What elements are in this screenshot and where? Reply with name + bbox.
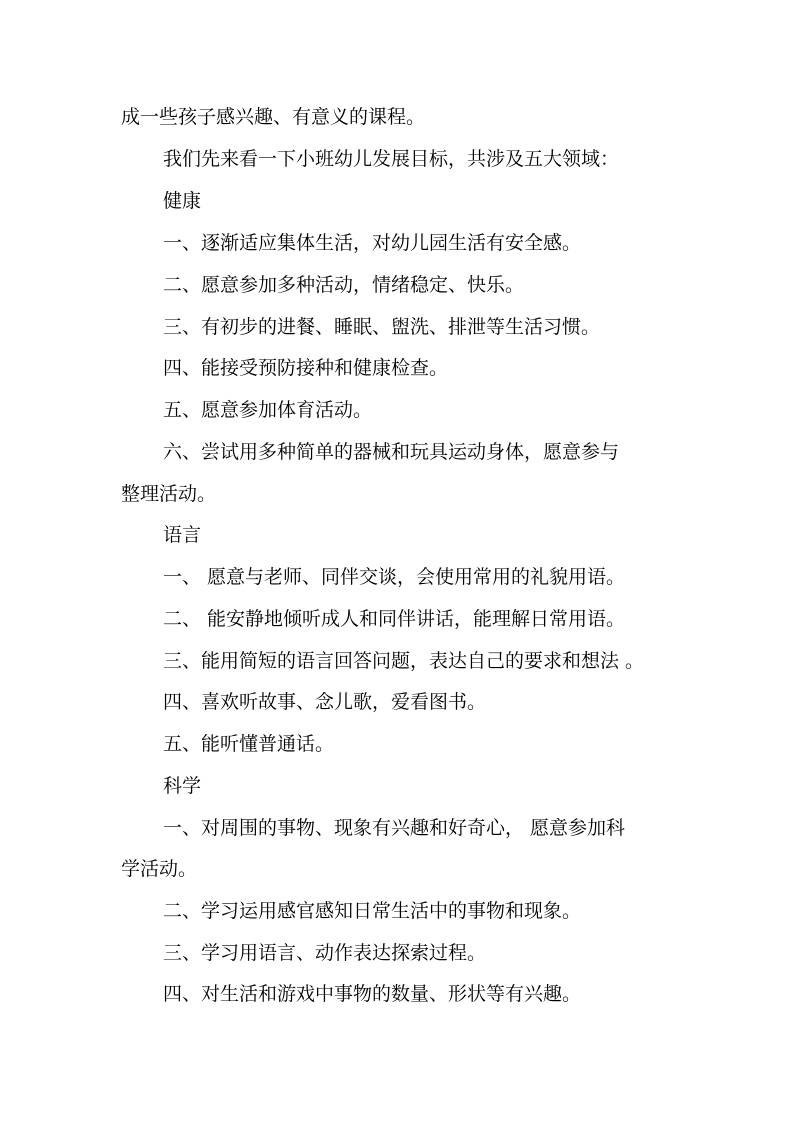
list-item: 一、逐渐适应集体生活，对幼儿园生活有安全感。 — [163, 232, 582, 254]
paragraph-line: 我们先来看一下小班幼儿发展目标，共涉及五大领域： — [163, 148, 620, 170]
section-heading-health: 健康 — [163, 190, 202, 212]
list-item: 二、学习运用感官感知日常生活中的事物和现象。 — [163, 900, 582, 922]
list-item: 四、能接受预防接种和健康检查。 — [163, 357, 449, 379]
list-item-continuation: 整理活动。 — [121, 483, 217, 505]
list-item: 一、对周围的事物、现象有兴趣和好奇心， 愿意参加科 — [163, 817, 626, 839]
list-item: 三、学习用语言、动作表达探索过程。 — [163, 942, 487, 964]
list-item: 五、愿意参加体育活动。 — [163, 399, 373, 421]
list-item: 一、 愿意与老师、同伴交谈，会使用常用的礼貌用语。 — [163, 566, 626, 588]
list-item: 二、愿意参加多种活动，情绪稳定、快乐。 — [163, 274, 525, 296]
list-item: 四、喜欢听故事、念儿歌，爱看图书。 — [163, 691, 487, 713]
list-item: 五、能听懂普通话。 — [163, 733, 335, 755]
list-item: 三、有初步的进餐、睡眠、盥洗、排泄等生活习惯。 — [163, 316, 601, 338]
list-item: 三、能用简短的语言回答问题，表达自己的要求和想法 。 — [163, 650, 645, 672]
paragraph-line: 成一些孩子感兴趣、有意义的课程。 — [121, 106, 426, 128]
list-item: 六、尝试用多种简单的器械和玩具运动身体，愿意参与 — [163, 441, 620, 463]
list-item: 二、 能安静地倾听成人和同伴讲话，能理解日常用语。 — [163, 608, 626, 630]
section-heading-science: 科学 — [163, 775, 202, 797]
list-item-continuation: 学活动。 — [121, 858, 198, 880]
list-item: 四、对生活和游戏中事物的数量、形状等有兴趣。 — [163, 983, 582, 1005]
section-heading-language: 语言 — [163, 524, 202, 546]
